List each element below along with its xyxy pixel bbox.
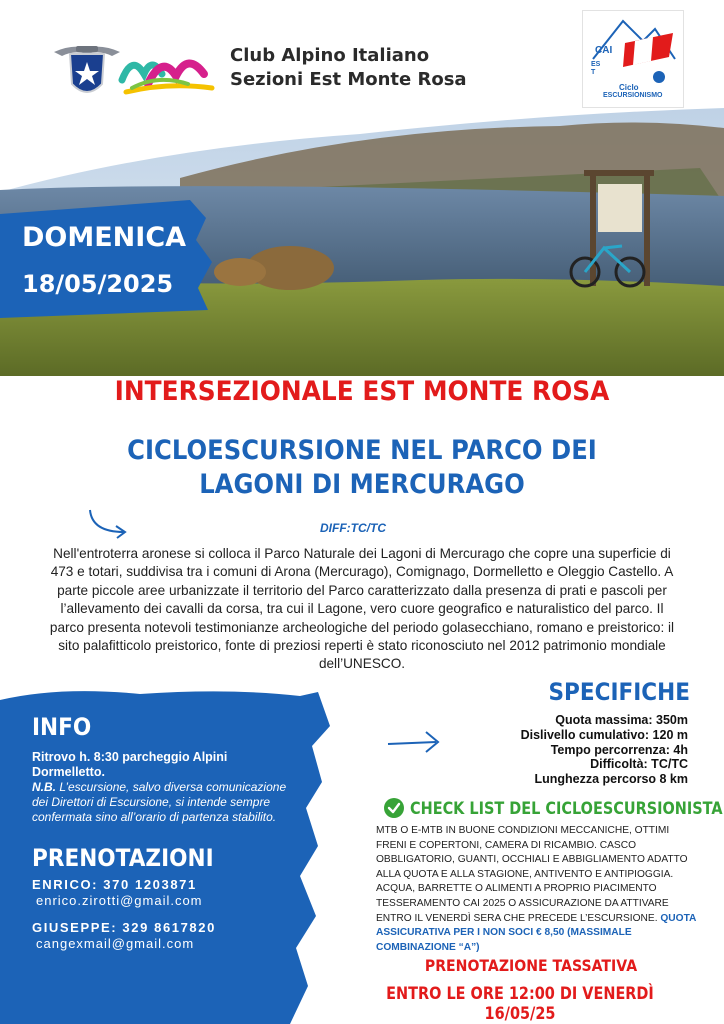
spec-difficulty: Difficoltà: TC/TC: [590, 757, 688, 772]
nb-text: L’escursione, salvo diversa comunicazione dei Direttori di Escursione, si intende sempre confermata sino all’orario di partenza stabilito.: [32, 780, 287, 824]
cai-emblem-icon: [52, 40, 122, 102]
spec-duration: Tempo percorrenza: 4h: [550, 742, 688, 757]
specs-list: [440, 713, 688, 787]
contact-giuseppe-phone[interactable]: GIUSEPPE: 329 8617820: [32, 920, 216, 935]
spec-elevation-gain: Dislivello cumulativo: 120 m: [520, 727, 688, 742]
park-description: Nell'entroterra aronese si colloca il Parco Naturale dei Lagoni di Mercurago che copre una superficie di 473 e totari, suddivisa tra i comuni di Arona (Mercurago), Comignago, Dormelletto e Oleggio Castello. A parte piccole aree urbanizzate il territorio del Parco caratterizzato dalla presenza di prati e pascoli per l’allevamento dei cavalli da corsa, tra cui il Lagone, vero cuore geografico e naturalistico del parco. Il parco presenta notevoli testimonianze archeologiche del periodo golasecchiano, romano e preistorico: il sito palafitticolo preistorico, fonte di preziosi reperti è stato riconosciuto nel 2012 patrimonio mondiale dell’UNESCO.: [49, 546, 675, 672]
intersezionale-title: INTERSEZIONALE EST MONTE ROSA: [114, 376, 610, 407]
club-title-line1: Club Alpino Italiano: [230, 45, 430, 66]
difficulty-label: DIFF:TC/TC: [320, 521, 386, 535]
insurance-quota: QUOTA ASSICURATIVA PER I NON SOCI € 8,50 (MASSIMALE COMBINAZIONE “A”): [376, 912, 697, 953]
badge-escursionismo-label: ESCURSIONISMO: [603, 92, 663, 99]
event-day: DOMENICA: [22, 222, 187, 253]
checklist-body: [376, 824, 702, 955]
badge-ciclo-label: Ciclo: [619, 83, 639, 92]
checklist-text: MTB O E-MTB IN BUONE CONDIZIONI MECCANICHE, OTTIMI FRENI E COPERTONI, CAMERA DI RICAMBIO. CASCO OBBLIGATORIO, GUANTI, OCCHIALI E ABBIGLIAMENTO ADATTO ALLA QUOTA E ALLA STAGIONE, ANTIVENTO E ANTIPIOGGIA. ACQUA, BARRETTE O ALIMENTI A PROPRIO PIACIMENTO TESSERAMENTO CAI 2025 O ASSICURAZIONE DA ATTIVARE ENTRO IL VENERDÌ SERA CHE PRECEDE L’ESCURSIONE.: [376, 825, 688, 924]
contact-enrico-email[interactable]: enrico.zirotti@gmail.com: [36, 893, 203, 908]
booking-heading: PRENOTAZIONI: [32, 844, 214, 872]
event-date: 18/05/2025: [22, 270, 174, 298]
check-circle-icon: [384, 798, 404, 818]
monte-rosa-logo-icon: [118, 44, 218, 98]
curved-arrow-icon: [84, 506, 132, 540]
badge-cai-label: CAI: [595, 45, 613, 56]
booking-mandatory: PRENOTAZIONE TASSATIVA: [424, 956, 638, 975]
contact-enrico-phone[interactable]: ENRICO: 370 1203871: [32, 877, 197, 892]
specs-heading: SPECIFICHE: [548, 678, 690, 706]
club-title: [230, 44, 467, 92]
booking-deadline: ENTRO LE ORE 12:00 DI VENERDÌ 16/05/25: [386, 984, 654, 1024]
right-arrow-icon: [384, 724, 444, 760]
badge-est-label: EST: [591, 61, 601, 76]
nb-note: [32, 780, 292, 825]
meeting-point: Ritrovo h. 8:30 parcheggio Alpini Dormelletto.: [32, 750, 228, 779]
spec-max-altitude: Quota massima: 350m: [555, 713, 688, 727]
date-ribbon: [0, 200, 212, 318]
cicloescursionismo-badge: [582, 10, 684, 108]
club-title-line2: Sezioni Est Monte Rosa: [230, 69, 467, 90]
contact-giuseppe-email[interactable]: cangexmail@gmail.com: [36, 936, 195, 951]
nb-label: N.B.: [32, 780, 56, 794]
main-title: CICLOESCURSIONE NEL PARCO DEI LAGONI DI MERCURAGO: [127, 435, 597, 500]
checklist-heading: CHECK LIST DEL CICLOESCURSIONISTA: [410, 799, 723, 819]
info-heading: INFO: [32, 713, 92, 741]
spec-length: Lunghezza percorso 8 km: [534, 772, 688, 787]
